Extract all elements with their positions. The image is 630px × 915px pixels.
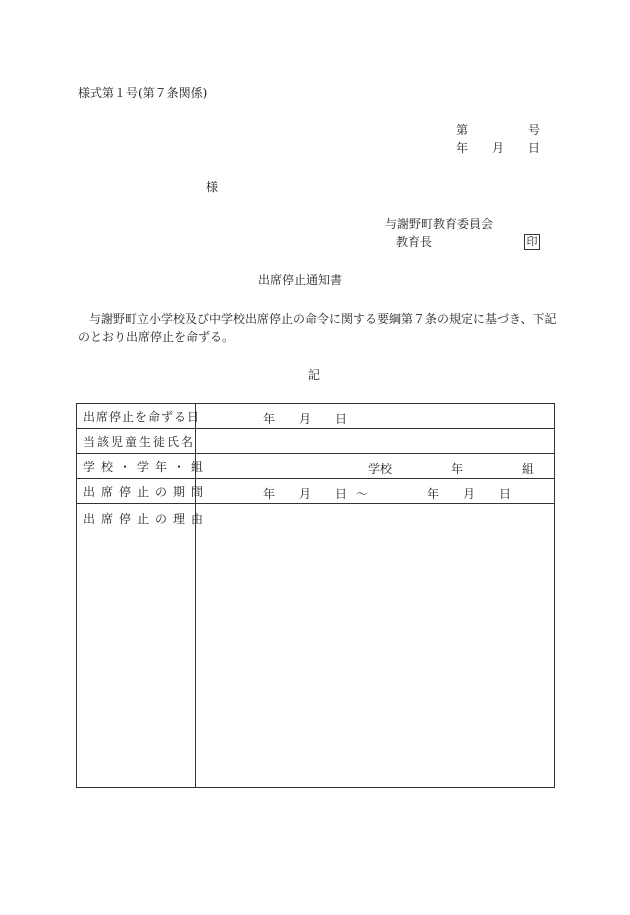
- body-line-2: のとおり出席停止を命ずる。: [78, 330, 235, 344]
- value-school-grade-class[interactable]: [196, 454, 555, 479]
- form-number: 様式第１号(第７条関係): [78, 86, 208, 100]
- table-row-reason: [77, 504, 555, 788]
- value-student-name[interactable]: [196, 429, 555, 454]
- table-row-student-name: [77, 429, 555, 454]
- value-reason[interactable]: [196, 504, 555, 788]
- table-row-period: [77, 479, 555, 504]
- value-period[interactable]: [196, 479, 555, 504]
- label-reason: [77, 504, 210, 788]
- label-student-name: 当該児童生徒氏名: [77, 429, 196, 454]
- label-reason-text: 出席停止の理由: [83, 512, 210, 526]
- date-nichi: 日: [528, 141, 541, 155]
- unit-kumi: 組: [522, 462, 535, 476]
- period-start-nen: 年: [263, 487, 276, 501]
- table-row-order-date: [77, 404, 555, 429]
- order-date-gatsu: 月: [299, 412, 312, 426]
- value-order-date[interactable]: [196, 404, 555, 429]
- doc-number-dai: 第: [456, 123, 469, 137]
- unit-nen: 年: [451, 462, 464, 476]
- period-end-nen: 年: [427, 487, 440, 501]
- ki-mark: 記: [308, 368, 321, 382]
- document-title: 出席停止通知書: [258, 273, 343, 287]
- date-gatsu: 月: [492, 141, 505, 155]
- body-line-1: 与謝野町立小学校及び中学校出席停止の命令に関する要綱第７条の規定に基づき、下記: [89, 312, 557, 326]
- period-tilde: ～: [356, 487, 369, 501]
- addressee-sama: 様: [206, 180, 219, 194]
- period-end-nichi: 日: [499, 487, 512, 501]
- issuer-organization: 与謝野町教育委員会: [385, 217, 494, 231]
- unit-gakko: 学校: [368, 462, 393, 476]
- label-period: 出席停止の期間: [77, 479, 196, 504]
- order-date-nichi: 日: [335, 412, 348, 426]
- period-start-gatsu: 月: [299, 487, 312, 501]
- details-table: [76, 403, 555, 788]
- table-row-school-grade-class: [77, 454, 555, 479]
- order-date-nen: 年: [263, 412, 276, 426]
- seal-mark: 印: [524, 234, 540, 250]
- period-start-nichi: 日: [335, 487, 348, 501]
- issuer-title: 教育長: [396, 235, 433, 249]
- label-order-date: 出席停止を命ずる日: [77, 404, 196, 429]
- period-end-gatsu: 月: [463, 487, 476, 501]
- doc-number-go: 号: [528, 123, 541, 137]
- date-nen: 年: [456, 141, 469, 155]
- label-school-grade-class: 学校・学年・組: [77, 454, 196, 479]
